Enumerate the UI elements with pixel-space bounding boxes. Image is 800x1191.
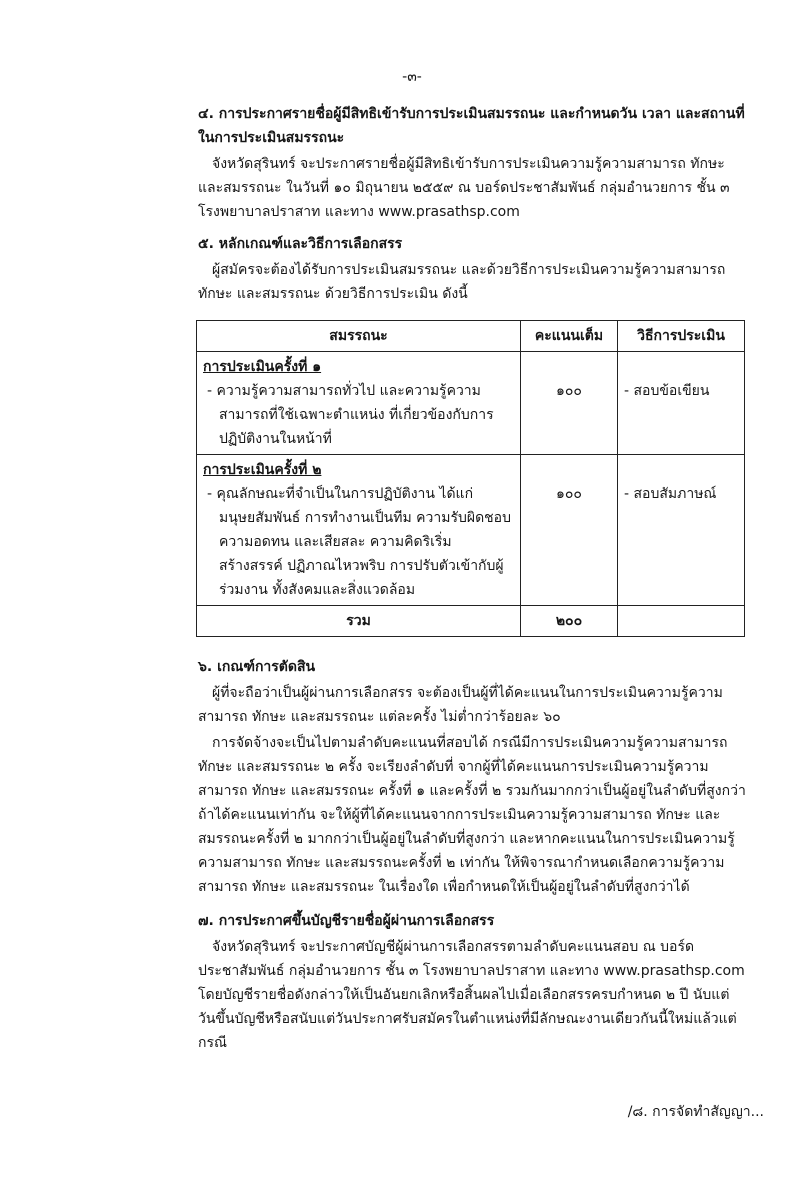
section-5 (198, 232, 746, 637)
continuation-note: /๘. การจัดทำสัญญา... (627, 1104, 764, 1120)
section-7-paragraph: จังหวัดสุรินทร์ จะประกาศบัญชีผู้ผ่านการเลือกสรรตามลำดับคะแนนสอบ ณ บอร์ดประชาสัมพันธ์ กลุ่มอำนวยการ ชั้น ๓ โรงพยาบาลปราสาท และทาง www.prasathsp.com โดยบัญชีรายชื่อดังกล่าวให้เป็นอันยกเลิกหรือสิ้นผลไปเมื่อเลือกสรรครบกำหนด ๒ ปี นับแต่วันขึ้นบัญชีหรือสนับแต่วันประกาศรับสมัครในตำแหน่งที่มีลักษณะงานเดียวกันนี้ใหม่แล้วแต่กรณี (198, 939, 745, 1051)
header-full-score: คะแนนเต็ม (521, 321, 618, 352)
table-row (197, 455, 745, 606)
assessment-round-title: การประเมินครั้งที่ ๑ (203, 359, 322, 375)
assessment-round-title: การประเมินครั้งที่ ๒ (203, 462, 322, 478)
header-competency: สมรรถนะ (197, 321, 521, 352)
competency-cell (197, 352, 521, 455)
total-empty-cell (618, 606, 745, 637)
section-4-paragraph: จังหวัดสุรินทร์ จะประกาศรายชื่อผู้มีสิทธิเข้ารับการประเมินความรู้ความสามารถ ทักษะ และสมรรถนะ ในวันที่ ๑๐ มิถุนายน ๒๕๕๙ ณ บอร์ดประชาสัมพันธ์ กลุ่มอำนวยการ ชั้น ๓ โรงพยาบาลปราสาท และทาง www.prasathsp.com (198, 156, 730, 220)
table-header-row (197, 321, 745, 352)
full-score-cell: ๑๐๐ (521, 352, 618, 455)
section-5-paragraph: ผู้สมัครจะต้องได้รับการประเมินสมรรถนะ และด้วยวิธีการประเมินความรู้ความสามารถ ทักษะ และสมรรถนะ ด้วยวิธีการประเมิน ดังนี้ (198, 262, 726, 302)
section-4-heading: ๔. การประกาศรายชื่อผู้มีสิทธิเข้ารับการประเมินสมรรถนะ และกำหนดวัน เวลา และสถานที่ในการประเมินสมรรถนะ (198, 106, 745, 146)
section-7-heading: ๗. การประกาศขึ้นบัญชีรายชื่อผู้ผ่านการเลือกสรร (198, 913, 495, 929)
method-cell: - สอบสัมภาษณ์ (618, 455, 745, 606)
section-4 (198, 102, 746, 224)
section-6-paragraph-1: ผู้ที่จะถือว่าเป็นผู้ผ่านการเลือกสรร จะต้องเป็นผู้ที่ได้คะแนนในการประเมินความรู้ความสามารถ ทักษะ และสมรรถนะ แต่ละครั้ง ไม่ต่ำกว่าร้อยละ ๖๐ (198, 685, 723, 725)
assessment-round-description: - ความรู้ความสามารถทั่วไป และความรู้ความสามารถที่ใช้เฉพาะตำแหน่ง ที่เกี่ยวข้องกับการปฏิบัติงานในหน้าที่ (207, 383, 494, 447)
total-label: รวม (197, 606, 521, 637)
section-7 (198, 909, 746, 1055)
table-total-row (197, 606, 745, 637)
table-row (197, 352, 745, 455)
total-score: ๒๐๐ (521, 606, 618, 637)
assessment-round-description: - คุณลักษณะที่จำเป็นในการปฏิบัติงาน ได้แก่ มนุษยสัมพันธ์ การทำงานเป็นทีม ความรับผิดชอบ ความอดทน และเสียสละ ความคิดริเริ่มสร้างสรรค์ ปฏิภาณไหวพริบ การปรับตัวเข้ากับผู้ร่วมงาน ทั้งสังคมและสิ่งแวดล้อม (207, 486, 511, 598)
document-body (198, 102, 764, 1123)
section-6-heading: ๖. เกณฑ์การตัดสิน (198, 659, 316, 675)
section-6 (198, 655, 746, 899)
header-assessment-method: วิธีการประเมิน (618, 321, 745, 352)
method-cell: - สอบข้อเขียน (618, 352, 745, 455)
section-5-heading: ๕. หลักเกณฑ์และวิธีการเลือกสรร (198, 236, 403, 252)
section-6-paragraph-2: การจัดจ้างจะเป็นไปตามลำดับคะแนนที่สอบได้ กรณีมีการประเมินความรู้ความสามารถ ทักษะ และสมรรถนะ ๒ ครั้ง จะเรียงลำดับที่ จากผู้ที่ได้คะแนนการประเมินความรู้ความสามารถ ทักษะ และสมรรถนะ ครั้งที่ ๑ และครั้งที่ ๒ รวมกันมากกว่าเป็นผู้อยู่ในลำดับที่สูงกว่า ถ้าได้คะแนนเท่ากัน จะให้ผู้ที่ได้คะแนนจากการประเมินความรู้ความสามารถ ทักษะ และสมรรถนะครั้งที่ ๒ มากกว่าเป็นผู้อยู่ในลำดับที่สูงกว่า และหากคะแนนในการประเมินความรู้ความสามารถ ทักษะ และสมรรถนะครั้งที่ ๒ เท่ากัน ให้พิจารณากำหนดเลือกความรู้ความสามารถ ทักษะ และสมรรถนะ ในเรื่องใด เพื่อกำหนดให้เป็นผู้อยู่ในลำดับที่สูงกว่าได้ (198, 735, 746, 895)
page-number: -๓- (402, 69, 422, 85)
assessment-table (196, 320, 745, 637)
competency-cell (197, 455, 521, 606)
full-score-cell: ๑๐๐ (521, 455, 618, 606)
